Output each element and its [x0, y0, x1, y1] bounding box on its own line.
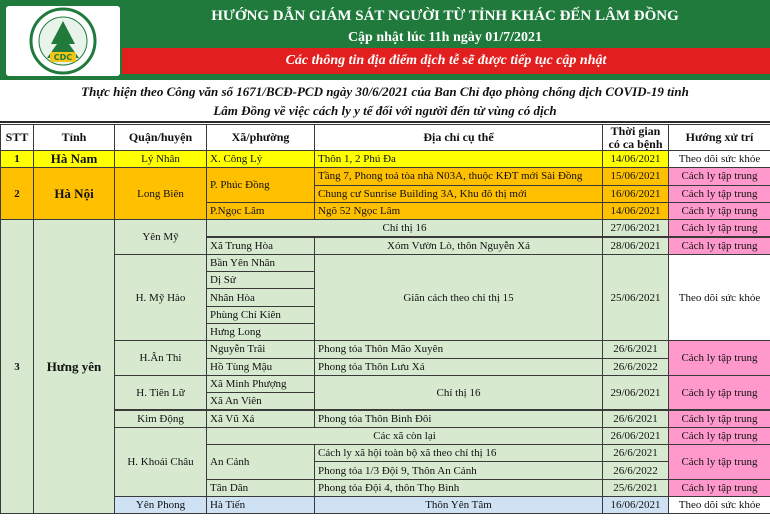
- date-cell: 16/06/2021: [602, 496, 669, 514]
- date-cell: 26/6/2021: [602, 410, 669, 428]
- cdc-logo: [6, 6, 120, 76]
- locations-table: [0, 124, 770, 528]
- ward-cell: Hồ Tùng Mậu: [206, 358, 315, 376]
- directive-text: [0, 80, 770, 123]
- date-cell: 26/6/2021: [602, 340, 669, 358]
- date-cell: 14/06/2021: [602, 202, 669, 220]
- ward-cell: Phùng Chí Kiên: [206, 306, 315, 324]
- ward-cell: Bần Yên Nhân: [206, 254, 315, 272]
- ward-cell: Xã Vũ Xá: [206, 410, 315, 428]
- table-header-province: Tỉnh: [33, 124, 115, 151]
- address-cell: Giãn cách theo chỉ thị 15: [314, 254, 603, 342]
- date-cell: 25/06/2021: [602, 254, 669, 342]
- ward-cell: P. Phúc Đồng: [206, 167, 315, 203]
- ward-cell: Tân Dân: [206, 479, 315, 497]
- header-banner: [0, 0, 770, 80]
- date-cell: 26/6/2022: [602, 358, 669, 376]
- ward-cell: Hưng Long: [206, 323, 315, 341]
- province-cell: Hưng yên: [33, 219, 115, 514]
- action-cell: Cách ly tập trung: [668, 427, 770, 445]
- action-cell: Cách ly tập trung: [668, 479, 770, 497]
- district-cell: Yên Phong: [114, 496, 207, 514]
- action-cell: Cách ly tập trung: [668, 237, 770, 255]
- date-cell: 26/6/2022: [602, 461, 669, 479]
- action-cell: Theo dõi sức khỏe: [668, 150, 770, 168]
- table-header-time: Thời gian có ca bệnh: [602, 124, 669, 151]
- ward-cell: Xã An Viên: [206, 392, 315, 410]
- date-cell: 25/6/2021: [602, 479, 669, 497]
- update-time: Cập nhật lúc 11h ngày 01/7/2021: [347, 30, 543, 45]
- ward-cell: Nguyễn Trãi: [206, 340, 315, 358]
- district-cell: H. Mỹ Hào: [114, 254, 207, 342]
- action-cell: Theo dõi sức khỏe: [668, 254, 770, 342]
- district-cell: Kim Động: [114, 410, 207, 428]
- ward-cell: P.Ngọc Lâm: [206, 202, 315, 220]
- table-header-address: Địa chỉ cụ thể: [314, 124, 603, 151]
- stt-cell: 3: [0, 219, 34, 514]
- address-cell: Phong tỏa Thôn Bình Đôi: [314, 410, 603, 428]
- ward-cell: Hà Tiến: [206, 496, 315, 514]
- table-header-district: Quận/huyện: [114, 124, 207, 151]
- date-cell: 14/06/2021: [602, 150, 669, 168]
- date-cell: 26/6/2021: [602, 444, 669, 462]
- address-cell: Xóm Vườn Lò, thôn Nguyễn Xá: [314, 237, 603, 255]
- action-cell: Cách ly tập trung: [668, 202, 770, 220]
- district-cell: Yên Mỹ: [114, 219, 207, 255]
- table-header-action: Hướng xử trí: [668, 124, 770, 151]
- date-cell: 26/06/2021: [602, 427, 669, 445]
- address-cell: Ngõ 52 Ngọc Lâm: [314, 202, 603, 220]
- district-cell: H.Ân Thi: [114, 340, 207, 376]
- date-cell: 16/06/2021: [602, 185, 669, 203]
- action-cell: Cách ly tập trung: [668, 219, 770, 237]
- district-cell: H. Khoái Châu: [114, 427, 207, 497]
- page-title: HƯỚNG DẪN GIÁM SÁT NGƯỜI TỪ TỈNH KHÁC ĐẾN LÂM ĐỒNG: [211, 8, 679, 24]
- directive-line-2: Lâm Đồng về việc cách ly y tế đối với người đến từ vùng có dịch: [213, 103, 557, 118]
- district-cell: Lý Nhân: [114, 150, 207, 168]
- address-cell: Các xã còn lại: [206, 427, 603, 445]
- address-cell: Chung cư Sunrise Building 3A, Khu đô thị mới: [314, 185, 603, 203]
- stt-cell: 1: [0, 150, 34, 168]
- address-cell: Chỉ thị 16: [206, 219, 603, 237]
- address-cell: Phong tỏa 1/3 Đội 9, Thôn An Cảnh: [314, 461, 603, 479]
- action-cell: Cách ly tập trung: [668, 444, 770, 480]
- address-cell: Cách ly xã hội toàn bộ xã theo chỉ thị 16: [314, 444, 603, 462]
- stt-cell: 2: [0, 167, 34, 220]
- action-cell: Cách ly tập trung: [668, 340, 770, 376]
- ward-cell: Xã Minh Phượng: [206, 375, 315, 393]
- update-notice: Các thông tin địa điểm dịch tễ sẽ được tiếp tục cập nhật: [122, 48, 770, 74]
- address-cell: Phong tỏa Đội 4, thôn Thọ Bình: [314, 479, 603, 497]
- action-cell: Cách ly tập trung: [668, 185, 770, 203]
- district-cell: H. Tiên Lữ: [114, 375, 207, 411]
- address-cell: Phong tỏa Thôn Lưu Xá: [314, 358, 603, 376]
- date-cell: 15/06/2021: [602, 167, 669, 185]
- address-cell: Thôn 1, 2 Phú Đa: [314, 150, 603, 168]
- ward-cell: Xã Trung Hòa: [206, 237, 315, 255]
- date-cell: 28/06/2021: [602, 237, 669, 255]
- action-cell: Cách ly tập trung: [668, 410, 770, 428]
- table-header-stt: STT: [0, 124, 34, 151]
- action-cell: Cách ly tập trung: [668, 167, 770, 185]
- province-cell: Hà Nam: [33, 150, 115, 168]
- date-cell: 27/06/2021: [602, 219, 669, 237]
- action-cell: Theo dõi sức khỏe: [668, 496, 770, 514]
- ward-cell: Nhân Hòa: [206, 288, 315, 306]
- table-header-ward: Xã/phường: [206, 124, 315, 151]
- directive-line-1: Thực hiện theo Công văn số 1671/BCĐ-PCD ngày 30/6/2021 của Ban Chỉ đạo phòng chống dịch COVID-19 tỉnh: [81, 84, 689, 99]
- ward-cell: X. Công Lý: [206, 150, 315, 168]
- address-cell: Chỉ thị 16: [314, 375, 603, 411]
- ward-cell: Dị Sử: [206, 271, 315, 289]
- district-cell: Long Biên: [114, 167, 207, 220]
- date-cell: 29/06/2021: [602, 375, 669, 411]
- address-cell: Phong tỏa Thôn Mão Xuyên: [314, 340, 603, 358]
- address-cell: Thôn Yên Tâm: [314, 496, 603, 514]
- svg-text:CDC: CDC: [53, 53, 73, 62]
- province-cell: Hà Nội: [33, 167, 115, 220]
- action-cell: Cách ly tập trung: [668, 375, 770, 411]
- ward-cell: An Cảnh: [206, 444, 315, 480]
- address-cell: Tầng 7, Phong toả tòa nhà N03A, thuộc KĐT mới Sài Đồng: [314, 167, 603, 185]
